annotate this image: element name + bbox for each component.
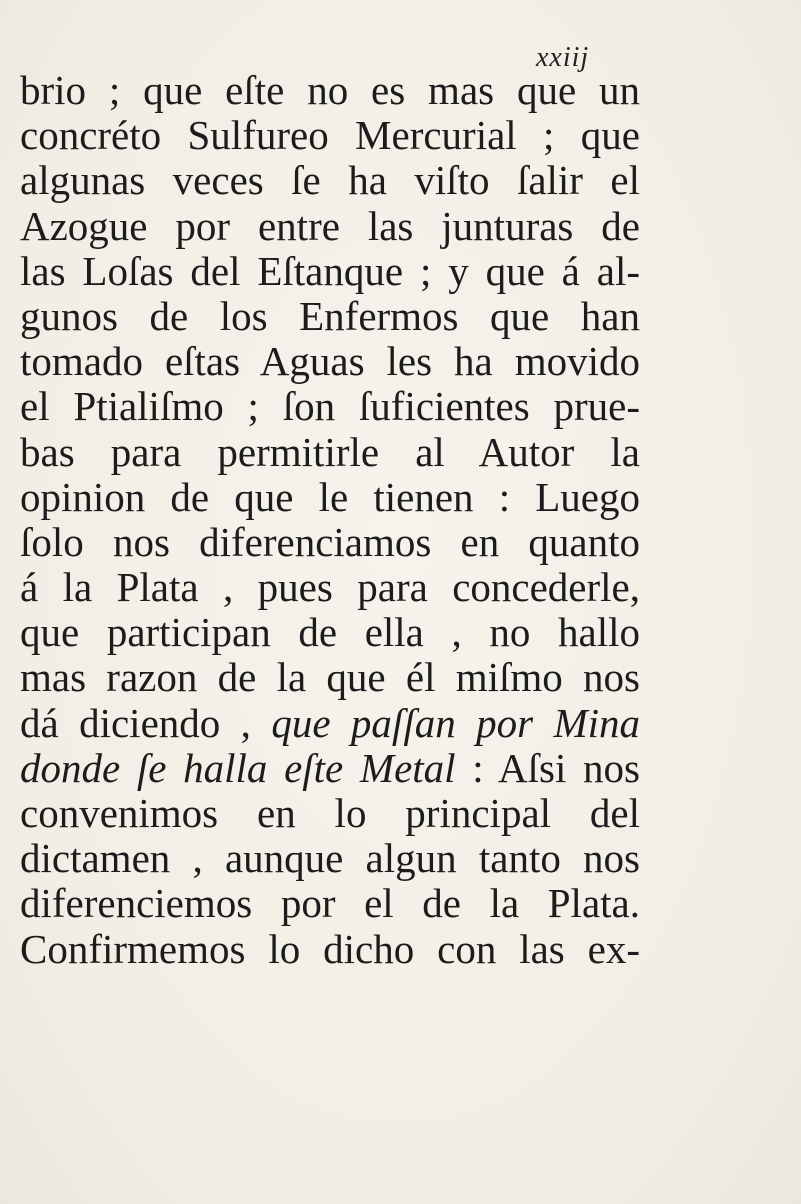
text-line-mixed [20,746,640,791]
text-roman: : Aſsi nos [455,744,640,791]
text-italic: que paſſan por Mina [271,699,640,746]
text-italic: donde ſe halla eſte Metal [20,744,456,791]
text-line: concréto Sulfureo Mercurial ; que [20,112,640,159]
text-line: el Ptialiſmo ; ſon ſuficientes prue- [20,383,640,430]
text-line: las Loſas del Eſtanque ; y que á al- [20,247,640,294]
text-line: gunos de los Enfermos que han [20,292,640,339]
text-line: diferenciemos por el de la Plata. [20,880,640,927]
text-line: bas para permitirle al Autor la [20,428,640,475]
text-line: Azogue por entre las junturas de [20,202,640,249]
text-line: algunas veces ſe ha viſto ſalir el [20,157,640,204]
text-line: tomado eſtas Aguas les ha movido [20,338,640,385]
body-text [20,68,640,972]
text-line: á la Plata , pues para concederle, [20,564,640,611]
text-line: convenimos en lo principal del [20,790,640,836]
text-line-mixed [20,701,640,746]
text-line: dictamen , aunque algun tanto nos [20,835,640,882]
text-line: brio ; que eſte no es mas que un [20,67,640,113]
text-line: opinion de que le tienen : Luego [20,473,640,520]
text-line: Confirmemos lo dicho con las ex- [20,925,640,972]
page-number: xxiij [536,42,590,73]
text-roman: dá diciendo , [20,699,272,746]
text-line: que participan de ella , no hallo [20,609,640,656]
text-line: mas razon de la que él miſmo nos [20,654,640,701]
text-line: ſolo nos diferenciamos en quanto [20,518,640,565]
